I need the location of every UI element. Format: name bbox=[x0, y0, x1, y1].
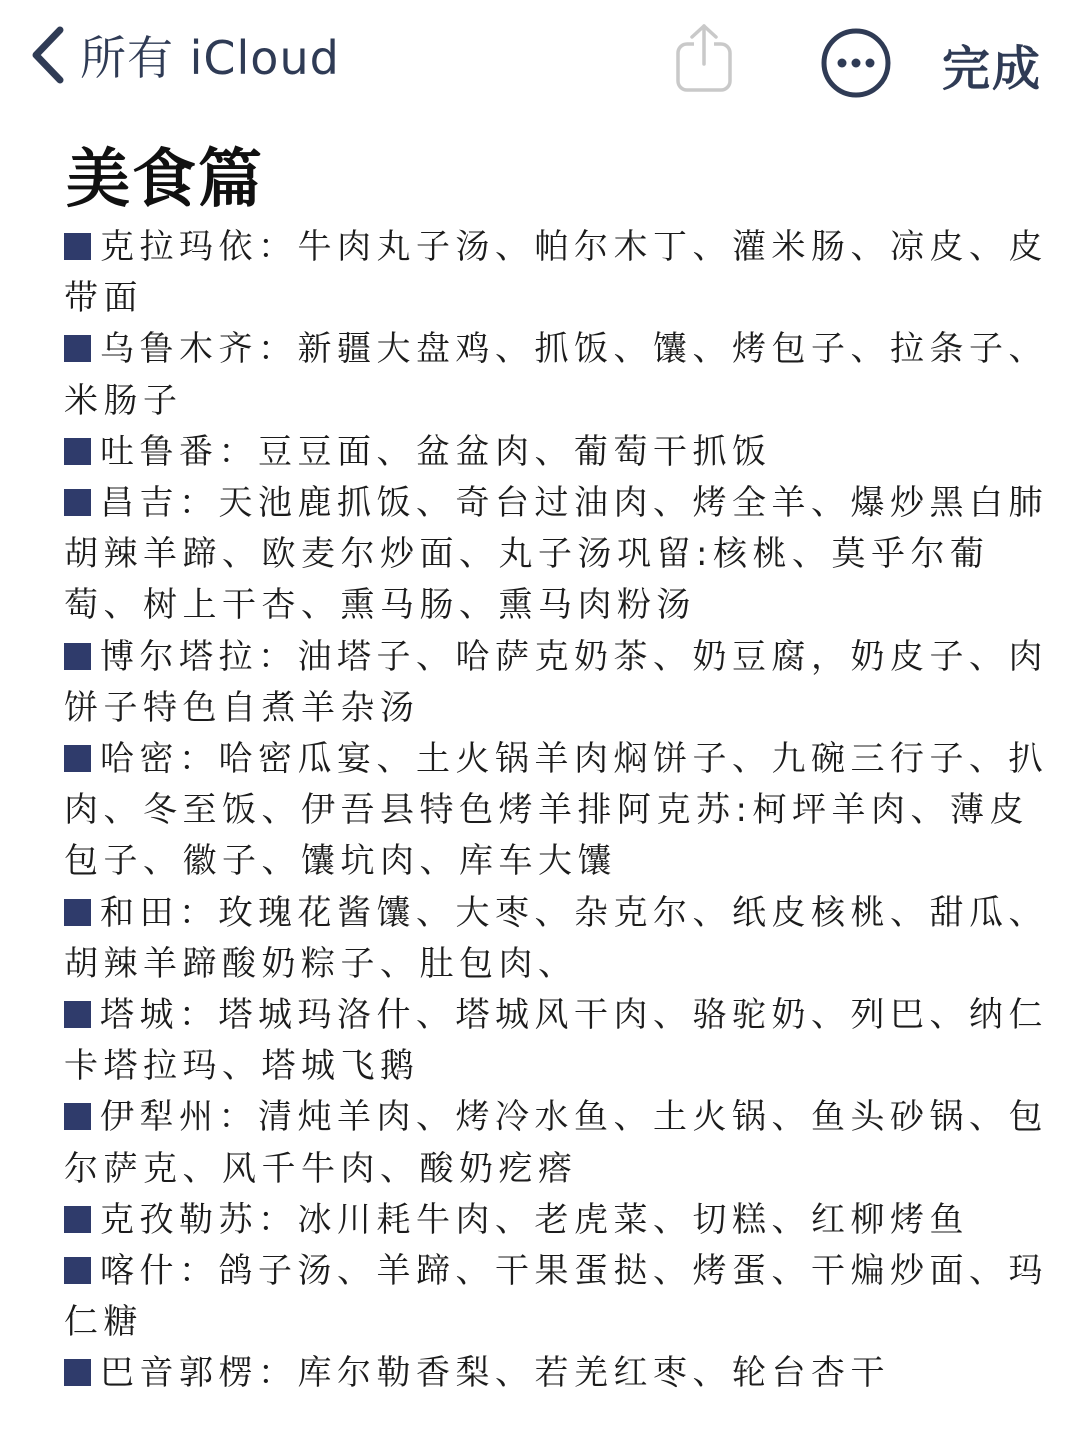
entry-region: 塔城： bbox=[100, 995, 219, 1036]
square-bullet-icon bbox=[64, 1359, 91, 1386]
entry-foods: 牛肉丸子汤、帕尔木丁、灌米肠、凉皮、皮带面 bbox=[64, 227, 1048, 319]
square-bullet-icon bbox=[64, 233, 91, 260]
note-body[interactable] bbox=[64, 222, 1049, 1400]
navigation-bar bbox=[0, 0, 1080, 115]
entry-foods: 豆豆面、盆盆肉、葡萄干抓饭 bbox=[258, 431, 772, 472]
note-entry bbox=[64, 990, 1049, 1092]
done-button[interactable]: 完成 bbox=[942, 41, 1043, 97]
entry-foods: 清炖羊肉、烤冷水鱼、土火锅、鱼头砂锅、包尔萨克、风千牛肉、酸奶疙瘩 bbox=[64, 1097, 1048, 1189]
entry-region: 和田： bbox=[100, 892, 219, 933]
square-bullet-icon bbox=[64, 643, 91, 670]
note-entry bbox=[64, 222, 1049, 324]
note-title: 美食篇 bbox=[66, 143, 264, 217]
square-bullet-icon bbox=[64, 489, 91, 516]
entry-foods: 油塔子、哈萨克奶茶、奶豆腐，奶皮子、肉饼子特色自煮羊杂汤 bbox=[64, 636, 1048, 728]
more-ellipsis-icon[interactable] bbox=[820, 27, 892, 99]
note-entry bbox=[64, 1246, 1049, 1348]
note-entry bbox=[64, 888, 1049, 990]
entry-region: 克孜勒苏： bbox=[100, 1199, 298, 1240]
share-icon[interactable] bbox=[672, 22, 736, 94]
note-entry bbox=[64, 734, 1049, 888]
square-bullet-icon bbox=[64, 745, 91, 772]
square-bullet-icon bbox=[64, 335, 91, 362]
entry-region: 吐鲁番： bbox=[100, 431, 258, 472]
entry-foods: 塔城玛洛什、塔城风干肉、骆驼奶、列巴、纳仁卡塔拉玛、塔城飞鹅 bbox=[64, 995, 1048, 1087]
square-bullet-icon bbox=[64, 1103, 91, 1130]
square-bullet-icon bbox=[64, 438, 91, 465]
entry-foods: 玫瑰花酱馕、大枣、杂克尔、纸皮核桃、甜瓜、胡辣羊蹄酸奶粽子、肚包肉、 bbox=[64, 892, 1048, 984]
note-entry bbox=[64, 1092, 1049, 1194]
note-entry bbox=[64, 632, 1049, 734]
chevron-left-icon bbox=[26, 24, 68, 86]
square-bullet-icon bbox=[64, 1001, 91, 1028]
square-bullet-icon bbox=[64, 1257, 91, 1284]
entry-foods: 鸽子汤、羊蹄、干果蛋挞、烤蛋、干煸炒面、玛仁糖 bbox=[64, 1251, 1048, 1343]
entry-foods: 哈密瓜宴、土火锅羊肉焖饼子、九碗三行子、扒肉、冬至饭、伊吾县特色烤羊排阿克苏:柯坪羊肉、薄皮包子、徽子、馕坑肉、库车大馕 bbox=[64, 739, 1048, 882]
entry-region: 喀什： bbox=[100, 1251, 219, 1292]
entry-region: 昌吉： bbox=[100, 483, 219, 524]
note-entry bbox=[64, 1195, 1049, 1246]
entry-region: 哈密： bbox=[100, 739, 219, 780]
entry-region: 博尔塔拉： bbox=[100, 636, 298, 677]
entry-region: 巴音郭楞： bbox=[100, 1353, 298, 1394]
entry-region: 乌鲁木齐： bbox=[100, 329, 298, 370]
square-bullet-icon bbox=[64, 1206, 91, 1233]
entry-foods: 天池鹿抓饭、奇台过油肉、烤全羊、爆炒黑白肺胡辣羊蹄、欧麦尔炒面、丸子汤巩留:核桃、莫乎尔葡萄、树上干杏、熏马肠、熏马肉粉汤 bbox=[64, 483, 1048, 626]
note-entry bbox=[64, 324, 1049, 426]
note-entry bbox=[64, 427, 1049, 478]
entry-foods: 新疆大盘鸡、抓饭、馕、烤包子、拉条子、米肠子 bbox=[64, 329, 1048, 421]
entry-foods: 库尔勒香梨、若羌红枣、轮台杏干 bbox=[297, 1353, 890, 1394]
entry-region: 克拉玛依： bbox=[100, 227, 298, 267]
note-entry bbox=[64, 478, 1049, 632]
entry-region: 伊犁州： bbox=[100, 1097, 258, 1138]
back-button[interactable] bbox=[26, 22, 340, 88]
note-entry bbox=[64, 1348, 1049, 1399]
entry-foods: 冰川耗牛肉、老虎菜、切糕、红柳烤鱼 bbox=[297, 1199, 969, 1240]
square-bullet-icon bbox=[64, 899, 91, 926]
back-button-label: 所有 iCloud bbox=[80, 31, 340, 85]
